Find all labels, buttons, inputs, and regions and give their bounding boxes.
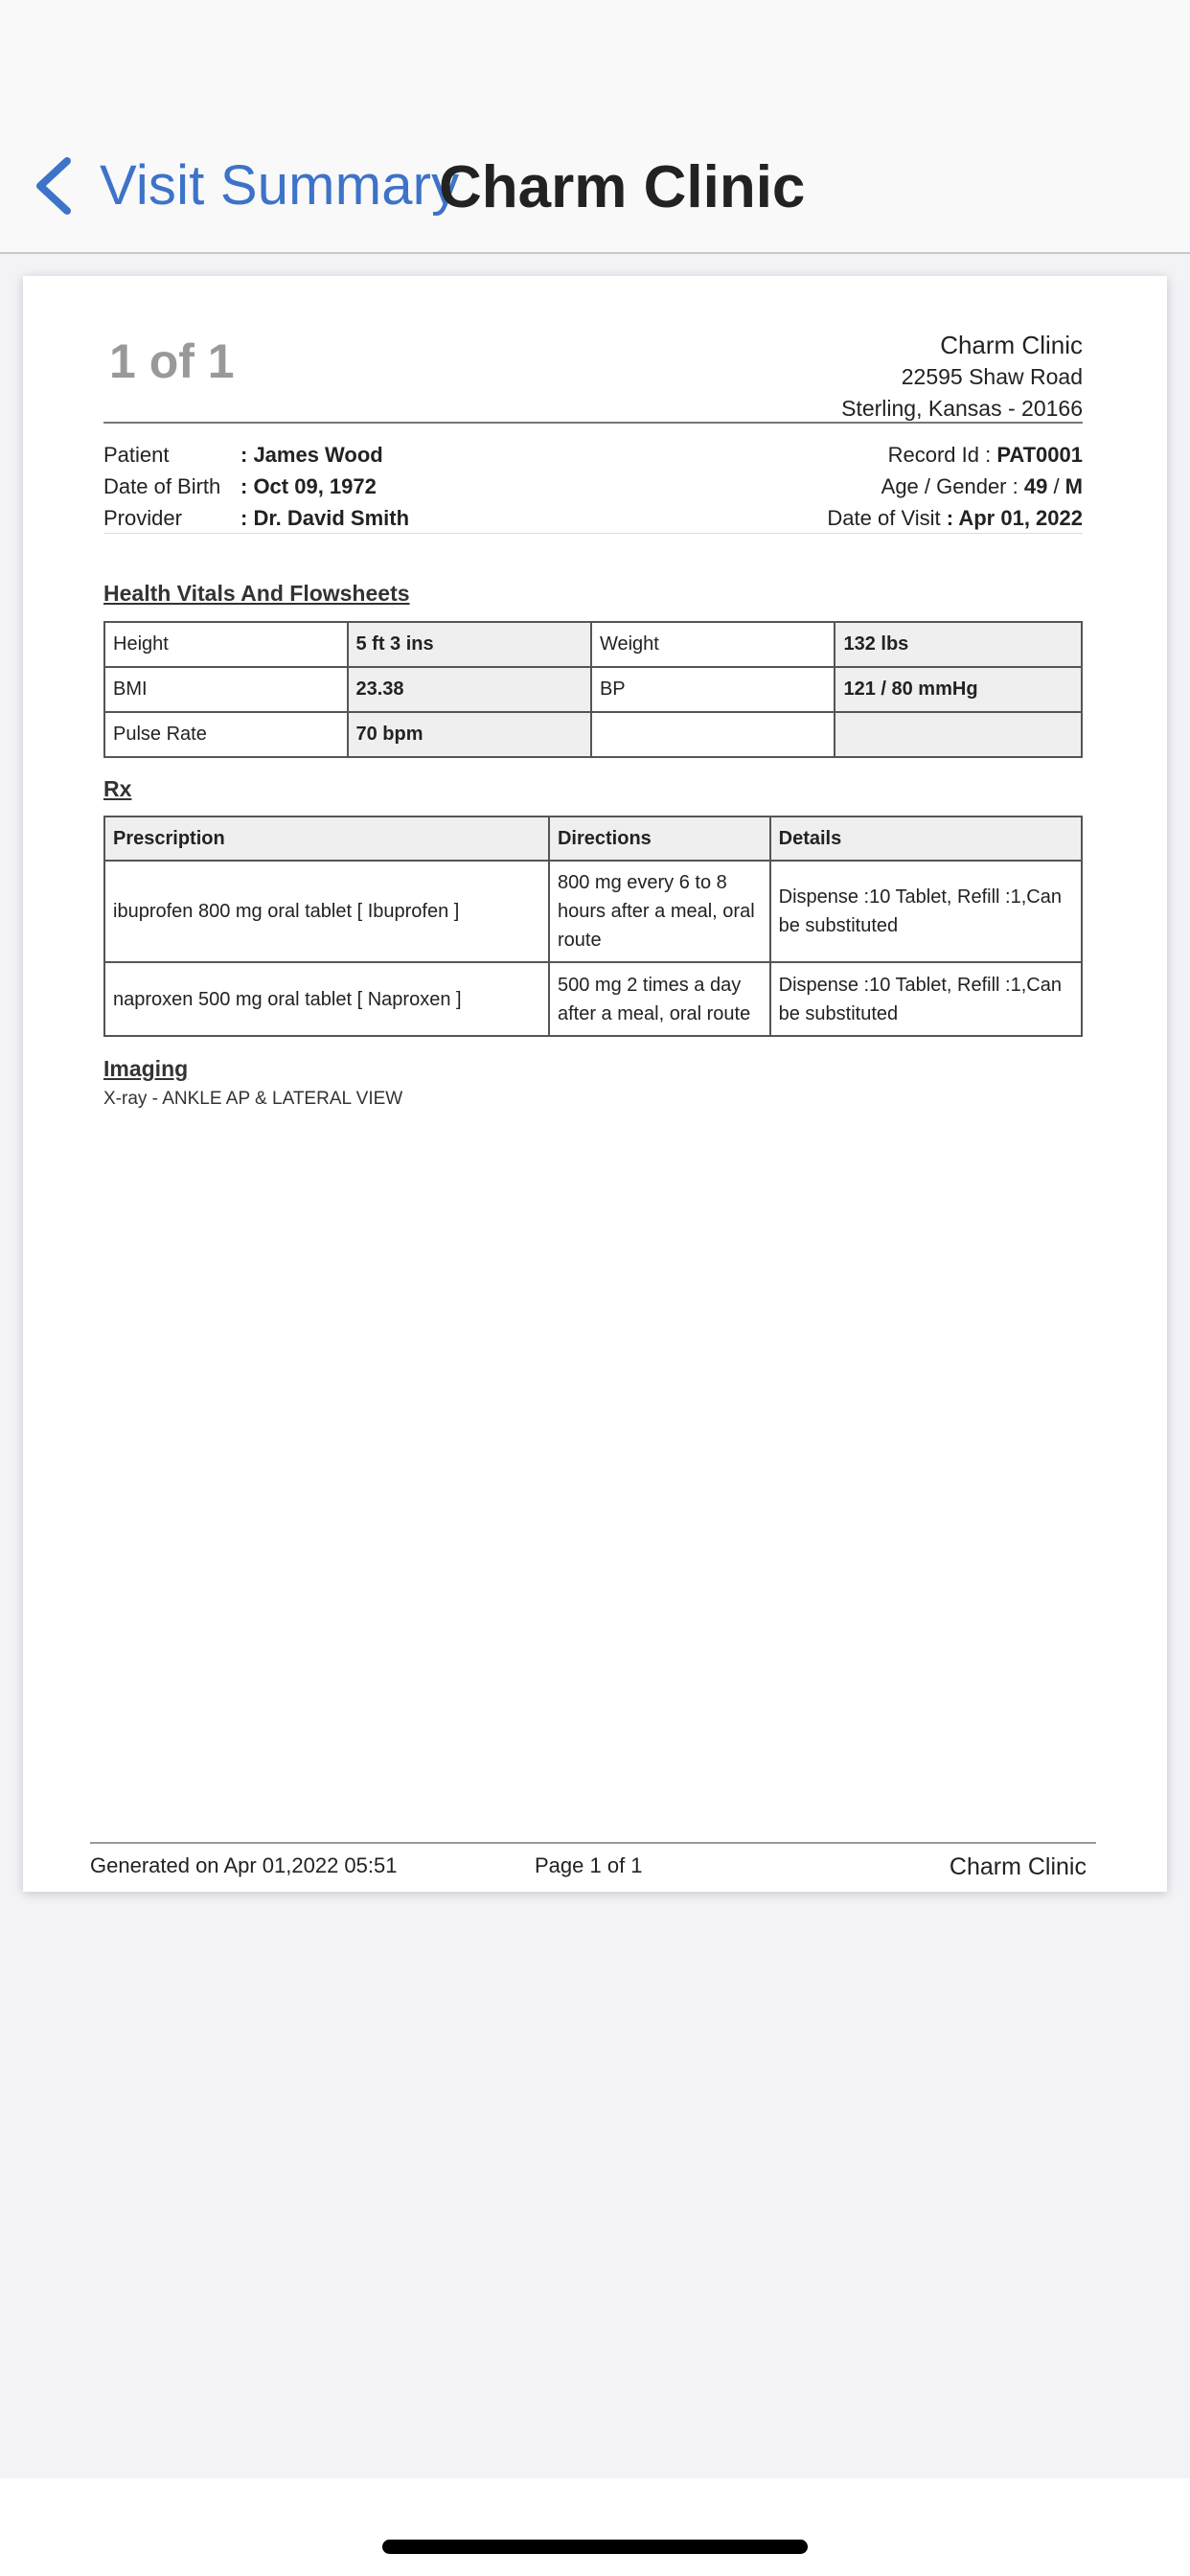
patient-label: Patient	[103, 443, 170, 467]
vitals-value: 70 bpm	[348, 712, 591, 757]
back-button[interactable]	[33, 153, 459, 218]
provider-name: : Dr. David Smith	[240, 506, 410, 530]
chevron-left-icon	[33, 155, 75, 217]
document-footer	[90, 1853, 1087, 1881]
record-id: PAT0001	[996, 443, 1083, 467]
bottom-safe-area	[0, 2478, 1190, 2576]
gender-value: M	[1064, 474, 1083, 498]
clinic-street: 22595 Shaw Road	[901, 364, 1083, 389]
vitals-label: Height	[104, 622, 348, 667]
navigation-bar	[0, 0, 1190, 254]
vitals-value	[835, 712, 1082, 757]
vitals-label: Pulse Rate	[104, 712, 348, 757]
rx-details: Dispense :10 Tablet, Refill :1,Can be substituted	[770, 962, 1082, 1036]
patient-name: : James Wood	[240, 443, 383, 467]
provider-label: Provider	[103, 506, 182, 530]
record-label: Record Id :	[887, 443, 997, 467]
vitals-label: BP	[591, 667, 835, 712]
visit-label: Date of Visit	[827, 506, 947, 530]
rx-table	[103, 816, 1083, 1037]
vitals-label: BMI	[104, 667, 348, 712]
rx-directions: 800 mg every 6 to 8 hours after a meal, oral route	[549, 861, 770, 962]
vitals-value: 23.38	[348, 667, 591, 712]
home-indicator[interactable]	[382, 2540, 808, 2554]
clinic-name: Charm Clinic	[940, 331, 1083, 359]
visit-date: : Apr 01, 2022	[946, 506, 1083, 530]
vitals-value: 132 lbs	[835, 622, 1082, 667]
rx-header: Details	[770, 816, 1082, 861]
page-count: 1 of 1	[109, 334, 235, 388]
table-row	[104, 667, 1082, 712]
clinic-address	[841, 330, 1083, 425]
visit-summary-document	[23, 276, 1167, 1892]
clinic-city: Sterling, Kansas - 20166	[841, 396, 1083, 421]
vitals-title: Health Vitals And Flowsheets	[103, 581, 410, 606]
footer-page-number: Page 1 of 1	[535, 1853, 643, 1877]
page-title: Charm Clinic	[439, 154, 806, 220]
rx-title: Rx	[103, 776, 132, 801]
vitals-value: 121 / 80 mmHg	[835, 667, 1082, 712]
dob-value: : Oct 09, 1972	[240, 474, 377, 498]
patient-divider	[103, 533, 1083, 534]
rx-details: Dispense :10 Tablet, Refill :1,Can be substituted	[770, 861, 1082, 962]
rx-directions: 500 mg 2 times a day after a meal, oral route	[549, 962, 770, 1036]
rx-prescription: ibuprofen 800 mg oral tablet [ Ibuprofen ]	[104, 861, 549, 962]
rx-prescription: naproxen 500 mg oral tablet [ Naproxen ]	[104, 962, 549, 1036]
table-row	[104, 622, 1082, 667]
footer-divider	[90, 1842, 1096, 1844]
rx-header: Directions	[549, 816, 770, 861]
age-gender-label: Age / Gender :	[881, 474, 1024, 498]
gender-separator: /	[1047, 474, 1065, 498]
vitals-value: 5 ft 3 ins	[348, 622, 591, 667]
imaging-title: Imaging	[103, 1056, 189, 1081]
vitals-table	[103, 621, 1083, 758]
generated-timestamp: Generated on Apr 01,2022 05:51	[90, 1853, 398, 1877]
vitals-label	[591, 712, 835, 757]
age-value: 49	[1023, 474, 1048, 498]
footer-clinic-name: Charm Clinic	[949, 1853, 1087, 1880]
back-label[interactable]: Visit Summary	[100, 154, 460, 217]
patient-info	[103, 439, 1083, 534]
imaging-item: X-ray - ANKLE AP & LATERAL VIEW	[103, 1089, 403, 1109]
table-row	[104, 962, 1082, 1036]
table-row	[104, 712, 1082, 757]
dob-label: Date of Birth	[103, 474, 221, 498]
vitals-label: Weight	[591, 622, 835, 667]
table-row	[104, 861, 1082, 962]
header-divider	[103, 422, 1083, 424]
rx-header: Prescription	[104, 816, 549, 861]
table-header-row	[104, 816, 1082, 861]
